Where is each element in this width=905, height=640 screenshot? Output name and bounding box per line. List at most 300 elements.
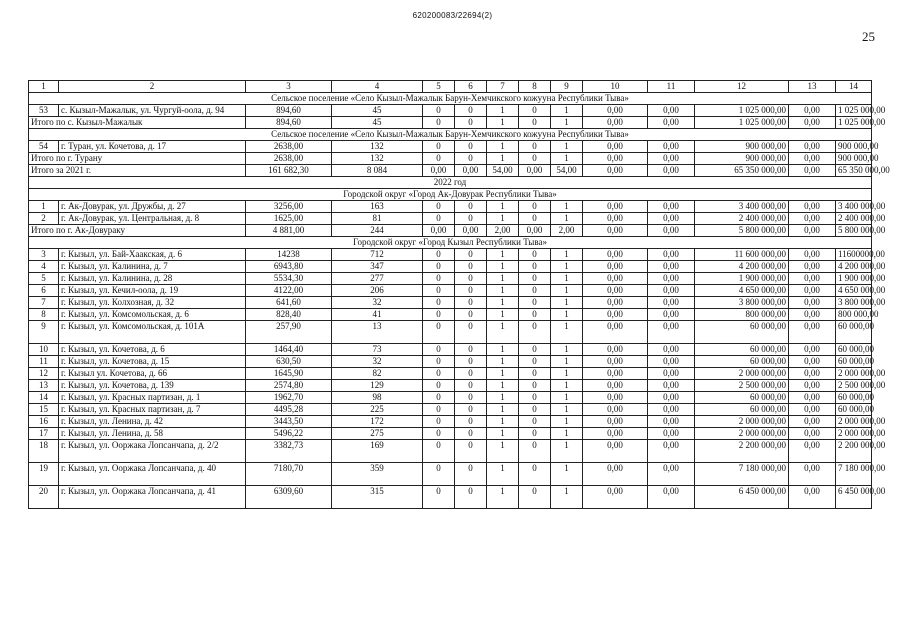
row-number: 20 [29,486,59,509]
table-cell: 169 [332,440,423,463]
table-row [29,141,872,153]
table-cell: 0,00 [789,225,836,237]
table-cell: 0,00 [648,356,695,368]
column-number: 3 [246,81,332,93]
table-cell: 0,00 [648,440,695,463]
table-row [29,213,872,225]
total-row [29,153,872,165]
table-cell: 0 [519,344,551,356]
table-cell: 0 [519,297,551,309]
table-cell: 60 000,00 [836,356,872,368]
table-cell: 0,00 [648,201,695,213]
table-cell: 0,00 [583,213,648,225]
table-cell: 0 [455,321,487,344]
table-cell: 800 000,00 [695,309,789,321]
table-cell: 0 [519,404,551,416]
table-body [29,81,890,509]
column-number-row [29,81,872,93]
table-cell: 132 [332,153,423,165]
table-cell: 2 200 000,00 [836,440,872,463]
table-cell: 0,00 [648,368,695,380]
section-title: Сельское поселение «Село Кызыл-Мажалык Барун-Хемчикского кожууна Республики Тыва» [29,129,872,141]
table-cell: 1 [487,428,519,440]
total-row [29,225,872,237]
table-cell: 1 900 000,00 [836,273,872,285]
table-cell: 1 [487,117,519,129]
table-cell: 0,00 [583,368,648,380]
table-cell: 60 000,00 [695,392,789,404]
table-cell: 359 [332,463,423,486]
table-cell: 0,00 [789,463,836,486]
row-number: 7 [29,297,59,309]
table-cell: 0 [519,249,551,261]
table-cell: 1 025 000,00 [695,117,789,129]
table-cell: 0 [423,105,455,117]
table-cell: 0 [423,356,455,368]
section-title: Городской округ «Город Кызыл Республики Тыва» [29,237,872,249]
table-cell: 0 [423,213,455,225]
table-cell: 60 000,00 [836,392,872,404]
table-cell: 60 000,00 [695,321,789,344]
address-cell: г. Кызыл, ул. Комсомольская, д. 101А [59,321,246,344]
table-cell: 0,00 [789,105,836,117]
table-cell: 60 000,00 [836,404,872,416]
table-cell: 4 881,00 [246,225,332,237]
table-cell: 4 200 000,00 [836,261,872,273]
table-cell: 1 [487,201,519,213]
table-cell: 0,00 [583,117,648,129]
table-cell: 0,00 [648,344,695,356]
table-cell: 0 [519,392,551,404]
table-cell: 0,00 [789,416,836,428]
table-cell: 0 [455,428,487,440]
table-cell: 0,00 [648,463,695,486]
total-label: Итого за 2021 г. [29,165,246,177]
table-cell: 0,00 [789,249,836,261]
column-number: 4 [332,81,423,93]
table-cell: 0 [423,273,455,285]
table-cell: 0 [519,380,551,392]
address-cell: г. Ак-Довурак, ул. Дружбы, д. 27 [59,201,246,213]
table-cell: 0 [519,213,551,225]
table-cell: 0 [423,486,455,509]
table-cell: 1 [551,463,583,486]
table-cell: 5496,22 [246,428,332,440]
table-cell: 0,00 [789,285,836,297]
table-cell: 6 450 000,00 [836,486,872,509]
table-cell: 54,00 [487,165,519,177]
register-table [28,80,890,509]
address-cell: г. Кызыл, ул. Бай-Хаакская, д. 6 [59,249,246,261]
table-cell: 0,00 [789,321,836,344]
total-label: Итого по с. Кызыл-Мажалык [29,117,246,129]
table-row [29,486,872,509]
table-cell: 0 [423,309,455,321]
table-cell: 0 [519,321,551,344]
table-cell: 2,00 [487,225,519,237]
column-number: 7 [487,81,519,93]
table-cell: 0 [519,141,551,153]
address-cell: г. Ак-Довурак, ул. Центральная, д. 8 [59,213,246,225]
address-cell: г. Кызыл, ул. Ленина, д. 42 [59,416,246,428]
column-number: 2 [59,81,246,93]
address-cell: г. Кызыл, ул. Комсомольская, д. 6 [59,309,246,321]
table-cell: 0 [423,153,455,165]
row-number: 3 [29,249,59,261]
row-number: 6 [29,285,59,297]
table-cell: 0 [519,273,551,285]
table-cell: 60 000,00 [836,344,872,356]
table-row [29,380,872,392]
table-cell: 0,00 [648,225,695,237]
column-number: 8 [519,81,551,93]
table-cell: 2 400 000,00 [695,213,789,225]
page-number: 25 [862,29,875,44]
table-cell: 54,00 [551,165,583,177]
table-cell: 0,00 [583,225,648,237]
table-cell: 1 [551,261,583,273]
table-cell: 800 000,00 [836,309,872,321]
table-cell: 65 350 000,00 [695,165,789,177]
table-cell: 0 [455,344,487,356]
table-cell: 1 [551,416,583,428]
table-cell: 2 500 000,00 [836,380,872,392]
table-cell: 5 800 000,00 [836,225,872,237]
table-cell: 4495,28 [246,404,332,416]
table-cell: 1 [551,285,583,297]
table-cell: 0 [423,440,455,463]
table-cell: 900 000,00 [695,153,789,165]
table-cell: 1 [551,117,583,129]
table-cell: 2638,00 [246,141,332,153]
section-header-row [29,177,872,189]
table-cell: 0 [423,416,455,428]
table-cell: 4 650 000,00 [695,285,789,297]
table-cell: 0,00 [789,165,836,177]
table-cell: 1 [487,213,519,225]
total-label: Итого по г. Ак-Довураку [29,225,246,237]
table-cell: 0 [455,309,487,321]
table-cell: 0,00 [789,117,836,129]
table-cell: 32 [332,297,423,309]
table-cell: 712 [332,249,423,261]
table-cell: 0,00 [583,249,648,261]
table-cell: 2 000 000,00 [695,368,789,380]
table-cell: 1 [551,273,583,285]
address-cell: г. Туран, ул. Кочетова, д. 17 [59,141,246,153]
table-cell: 1 [487,321,519,344]
table-cell: 0,00 [648,117,695,129]
table-row [29,201,872,213]
table-cell: 275 [332,428,423,440]
table-cell: 3443,50 [246,416,332,428]
table-cell: 0 [519,416,551,428]
table-cell: 2 000 000,00 [836,416,872,428]
table-cell: 0,00 [583,428,648,440]
table-cell: 0 [423,249,455,261]
table-cell: 3 400 000,00 [695,201,789,213]
column-number: 14 [836,81,872,93]
table-cell: 98 [332,392,423,404]
table-cell: 0 [455,356,487,368]
table-cell: 0,00 [789,486,836,509]
total-label: Итого по г. Турану [29,153,246,165]
address-cell: г. Кызыл, ул. Ооржака Лопсанчапа, д. 41 [59,486,246,509]
table-cell: 347 [332,261,423,273]
table-cell: 1 900 000,00 [695,273,789,285]
table-cell: 13 [332,321,423,344]
table-cell: 0,00 [648,165,695,177]
table-cell: 0,00 [648,297,695,309]
address-cell: г. Кызыл, ул. Колхозная, д. 32 [59,297,246,309]
table-cell: 2 500 000,00 [695,380,789,392]
table-row [29,368,872,380]
table-cell: 2 400 000,00 [836,213,872,225]
column-number: 13 [789,81,836,93]
table-cell: 0 [423,261,455,273]
table-cell: 641,60 [246,297,332,309]
table-row [29,440,872,463]
table-cell: 2,00 [551,225,583,237]
table-cell: 0 [423,201,455,213]
row-number: 15 [29,404,59,416]
table-cell: 0,00 [789,428,836,440]
table-row [29,463,872,486]
table-cell: 0 [519,440,551,463]
table-cell: 894,60 [246,105,332,117]
address-cell: г. Кызыл ул. Кочетова, д. 66 [59,368,246,380]
column-number: 11 [648,81,695,93]
column-number: 12 [695,81,789,93]
address-cell: г. Кызыл, ул. Кочетова, д. 6 [59,344,246,356]
table-cell: 0,00 [789,404,836,416]
table-cell: 0,00 [648,428,695,440]
table-cell: 0,00 [648,261,695,273]
table-cell: 0,00 [583,273,648,285]
table-cell: 2574,80 [246,380,332,392]
table-cell: 5 800 000,00 [695,225,789,237]
table-cell: 1 025 000,00 [836,117,872,129]
table-cell: 0 [423,404,455,416]
table-cell: 11 600 000,00 [695,249,789,261]
table-cell: 315 [332,486,423,509]
table-cell: 0,00 [648,213,695,225]
table-cell: 0,00 [648,392,695,404]
table-row [29,285,872,297]
table-cell: 900 000,00 [836,153,872,165]
table-cell: 1 025 000,00 [836,105,872,117]
address-cell: г. Кызыл, ул. Красных партизан, д. 1 [59,392,246,404]
table-cell: 0 [455,297,487,309]
table-cell: 0,00 [648,309,695,321]
table-cell: 1 [551,344,583,356]
table-cell: 2 000 000,00 [836,428,872,440]
table-cell: 0 [455,416,487,428]
table-cell: 1 [487,404,519,416]
table-cell: 0,00 [789,273,836,285]
table-cell: 4 650 000,00 [836,285,872,297]
table-cell: 73 [332,344,423,356]
table-cell: 0,00 [789,392,836,404]
table-cell: 900 000,00 [836,141,872,153]
address-cell: г. Кызыл, ул. Ооржака Лопсанчапа, д. 40 [59,463,246,486]
table-cell: 0,00 [519,165,551,177]
row-number: 4 [29,261,59,273]
table-cell: 0 [423,117,455,129]
table-cell: 0,00 [648,321,695,344]
table-cell: 0,00 [583,285,648,297]
table-cell: 1 [551,368,583,380]
table-cell: 0 [423,368,455,380]
table-cell: 1 025 000,00 [695,105,789,117]
table-cell: 1 [551,380,583,392]
table-row [29,273,872,285]
table-cell: 0 [455,213,487,225]
table-cell: 1 [487,249,519,261]
table-cell: 0,00 [583,309,648,321]
table-cell: 82 [332,368,423,380]
table-cell: 11600000,00 [836,249,872,261]
table-row [29,321,872,344]
table-cell: 0,00 [789,201,836,213]
table-cell: 0,00 [648,141,695,153]
table-cell: 1 [551,392,583,404]
table-cell: 0 [455,368,487,380]
section-header-row [29,189,872,201]
table-cell: 1 [487,380,519,392]
row-number: 17 [29,428,59,440]
table-cell: 0 [519,309,551,321]
table-cell: 3256,00 [246,201,332,213]
table-cell: 0,00 [648,249,695,261]
table-cell: 257,90 [246,321,332,344]
table-cell: 1 [551,486,583,509]
table-cell: 0,00 [789,153,836,165]
table-cell: 3 800 000,00 [836,297,872,309]
table-row [29,392,872,404]
table-cell: 3 400 000,00 [836,201,872,213]
table-cell: 4 200 000,00 [695,261,789,273]
table-cell: 0 [455,486,487,509]
table-cell: 0 [423,285,455,297]
table-cell: 1962,70 [246,392,332,404]
table-cell: 1645,90 [246,368,332,380]
table-cell: 0 [455,273,487,285]
table-cell: 1 [551,141,583,153]
row-number: 8 [29,309,59,321]
section-header-row [29,129,872,141]
table-cell: 1 [487,285,519,297]
table-cell: 0 [455,153,487,165]
table-cell: 81 [332,213,423,225]
table-cell: 7180,70 [246,463,332,486]
table-cell: 0,00 [789,440,836,463]
address-cell: г. Кызыл, ул. Красных партизан, д. 7 [59,404,246,416]
table-cell: 1 [487,105,519,117]
table-cell: 6309,60 [246,486,332,509]
table-cell: 0 [519,368,551,380]
table-cell: 1 [551,309,583,321]
address-cell: г. Кызыл, ул. Кочетова, д. 15 [59,356,246,368]
table-cell: 1 [487,261,519,273]
table-cell: 1 [551,153,583,165]
table-cell: 1 [551,201,583,213]
column-number: 6 [455,81,487,93]
table-cell: 0,00 [583,344,648,356]
table-cell: 1 [551,440,583,463]
table-cell: 0,00 [789,368,836,380]
table-cell: 0 [423,141,455,153]
table-cell: 244 [332,225,423,237]
address-cell: с. Кызыл-Мажалык, ул. Чургуй-оола, д. 94 [59,105,246,117]
table-cell: 0,00 [583,486,648,509]
table-cell: 0 [423,380,455,392]
table-cell: 2 000 000,00 [695,416,789,428]
column-number: 9 [551,81,583,93]
table-cell: 206 [332,285,423,297]
table-cell: 1 [487,344,519,356]
table-cell: 41 [332,309,423,321]
table-cell: 1 [487,273,519,285]
table-cell: 32 [332,356,423,368]
table-cell: 1464,40 [246,344,332,356]
table-cell: 0,00 [583,201,648,213]
table-cell: 60 000,00 [695,404,789,416]
table-cell: 0 [423,321,455,344]
table-cell: 0,00 [648,153,695,165]
table-cell: 1 [551,213,583,225]
table-cell: 0,00 [648,416,695,428]
table-cell: 129 [332,380,423,392]
row-number: 19 [29,463,59,486]
row-number: 18 [29,440,59,463]
table-cell: 0 [519,356,551,368]
table-cell: 1 [487,368,519,380]
table-cell: 1 [551,356,583,368]
table-cell: 0 [455,380,487,392]
table-row [29,309,872,321]
table-cell: 630,50 [246,356,332,368]
table-cell: 0 [423,344,455,356]
table-cell: 2638,00 [246,153,332,165]
address-cell: г. Кызыл, ул. Ооржака Лопсанчапа, д. 2/2 [59,440,246,463]
table-cell: 132 [332,141,423,153]
table-cell: 0 [519,463,551,486]
table-cell: 0,00 [583,153,648,165]
table-cell: 894,60 [246,117,332,129]
table-cell: 1 [487,153,519,165]
table-cell: 0 [423,463,455,486]
table-cell: 3382,73 [246,440,332,463]
table-row [29,428,872,440]
table-row [29,356,872,368]
table-cell: 0,00 [455,165,487,177]
table-cell: 0 [519,285,551,297]
table-cell: 0 [423,392,455,404]
table-cell: 0,00 [789,380,836,392]
row-number: 5 [29,273,59,285]
table-cell: 0 [455,261,487,273]
table-cell: 65 350 000,00 [836,165,872,177]
table-cell: 0,00 [423,165,455,177]
table-cell: 2 000 000,00 [695,428,789,440]
row-number: 1 [29,201,59,213]
table-cell: 1 [551,404,583,416]
table-cell: 0 [423,297,455,309]
table-cell: 0,00 [789,213,836,225]
table-cell: 5534,30 [246,273,332,285]
table-cell: 0,00 [789,309,836,321]
